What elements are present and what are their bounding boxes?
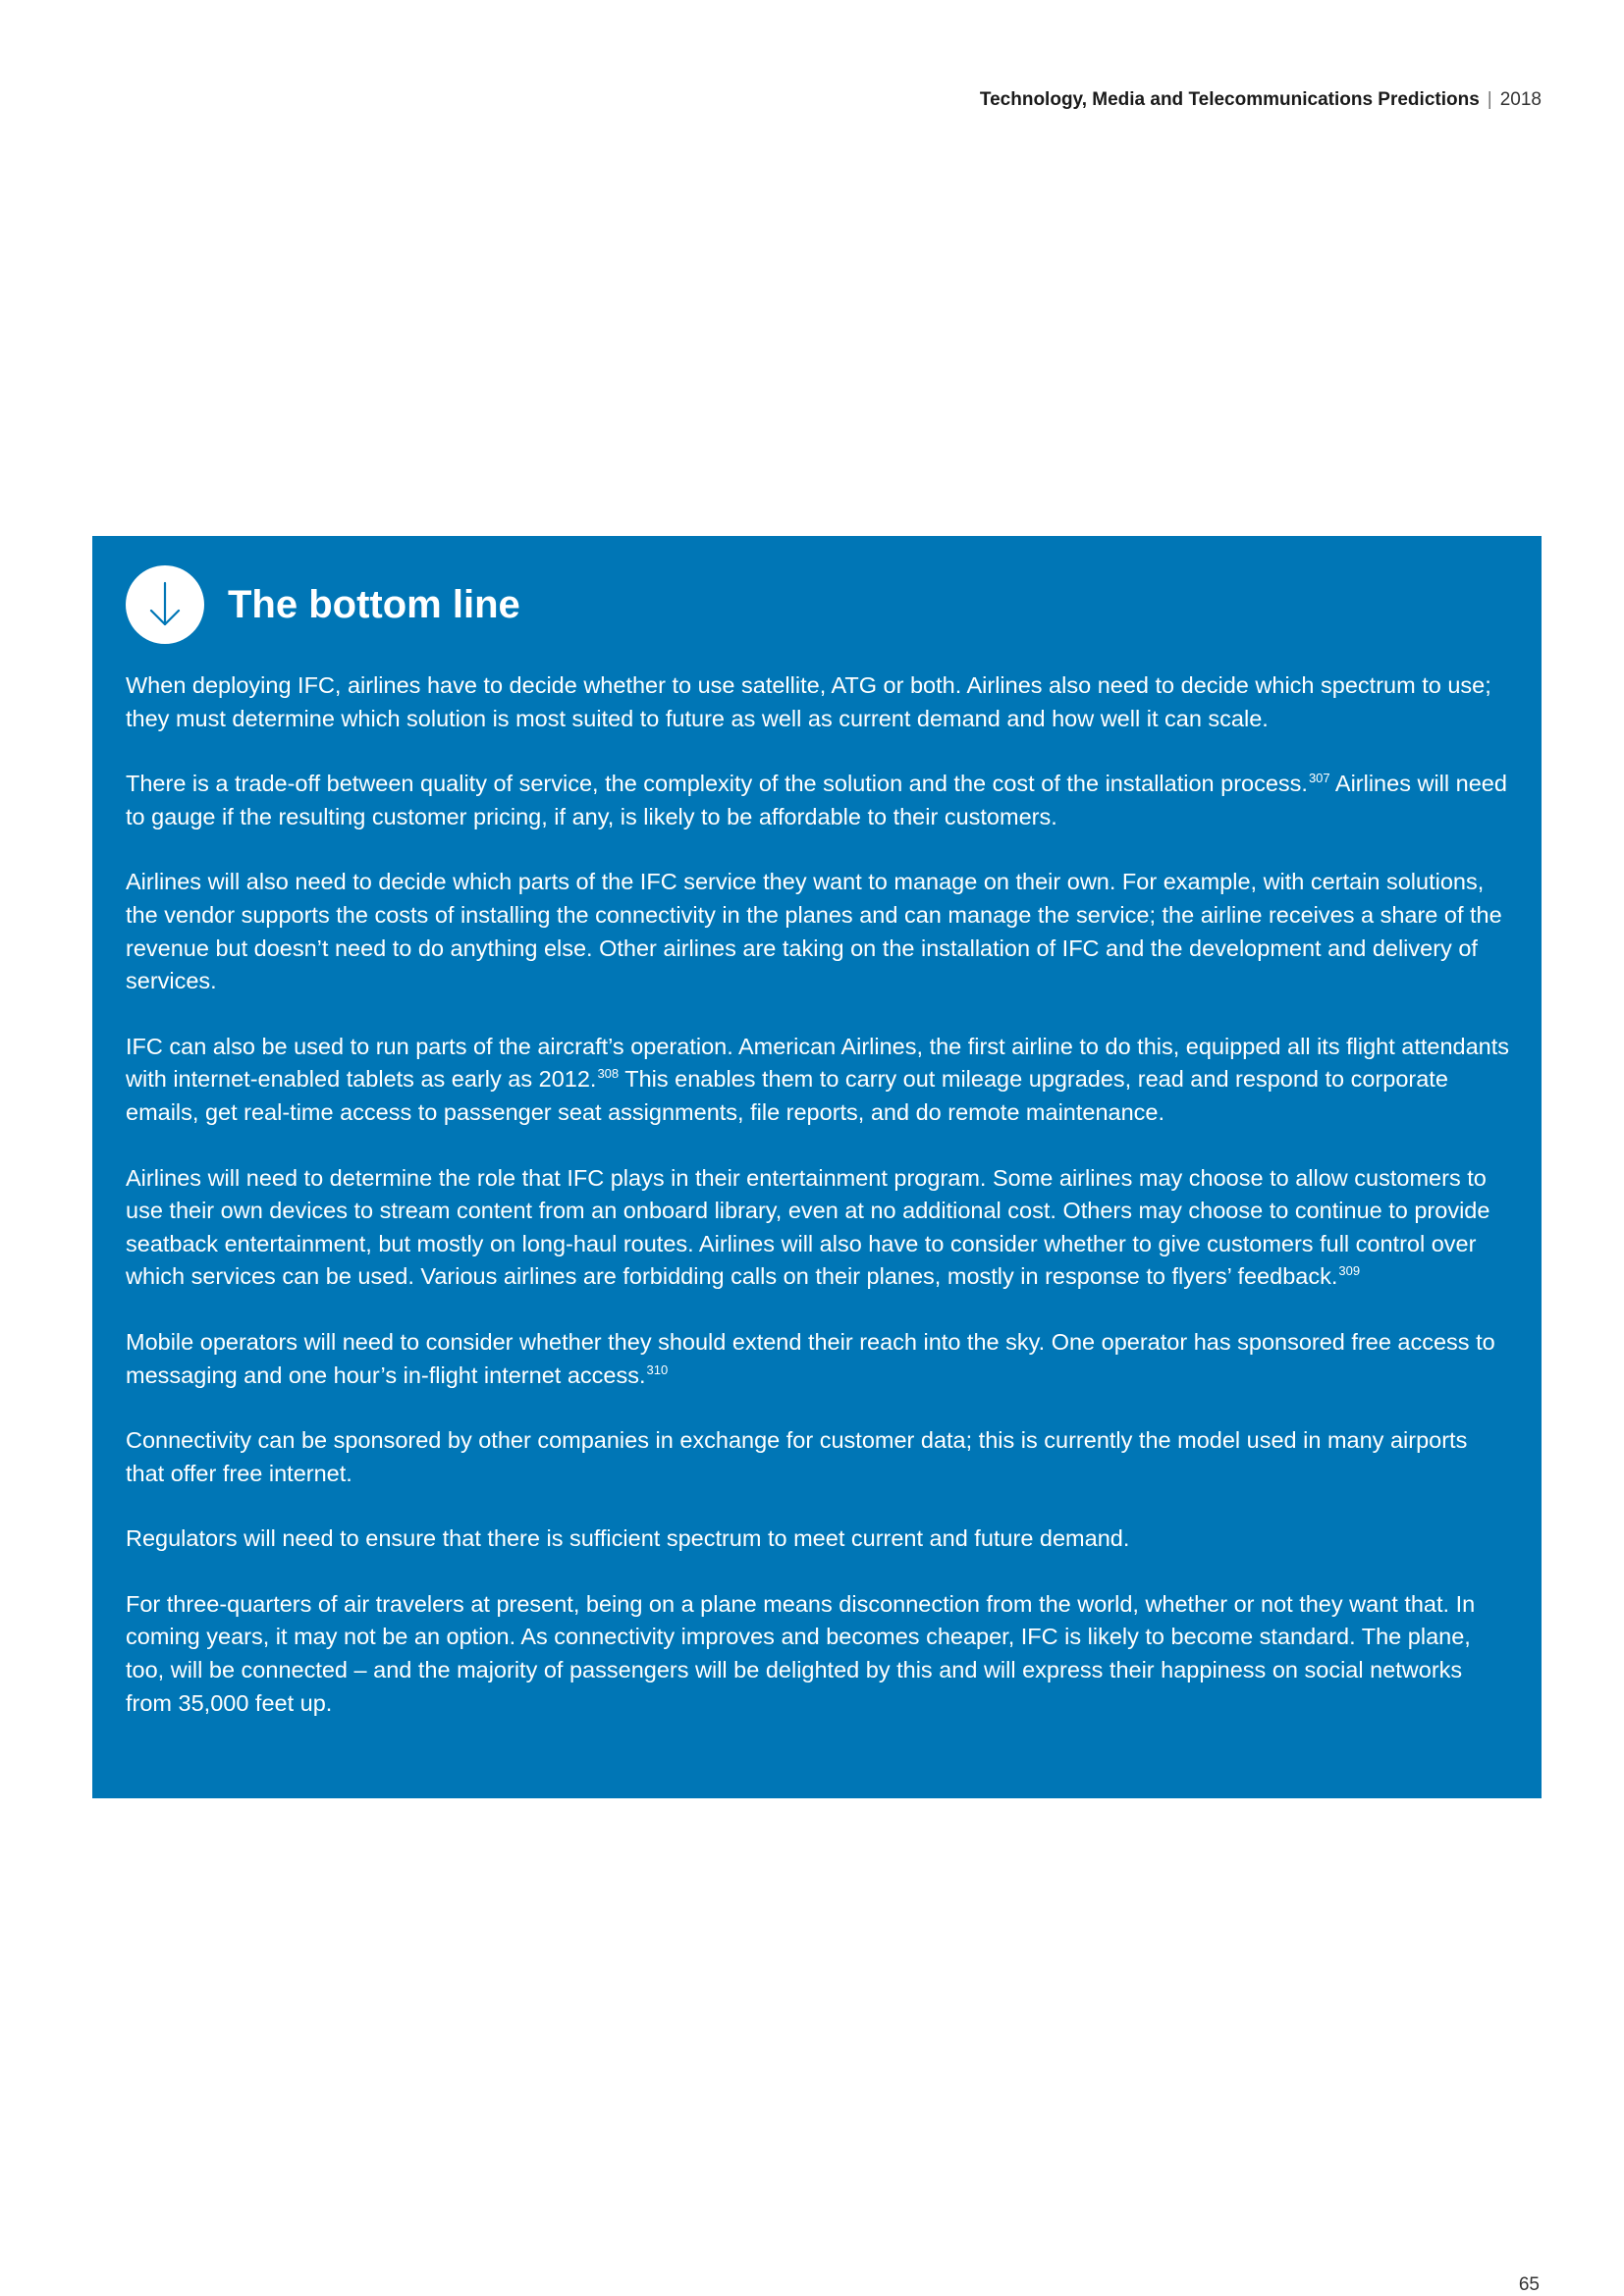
footnote-ref: 307 — [1308, 771, 1330, 786]
paragraph-9: For three-quarters of air travelers at present, being on a plane means disconnection from the world, whether or not they want that. In coming years, it may not be an option. As connectivity improves and becomes cheaper, IFC is likely to become standard. The plane, too, will be connected – and the majority of passengers will be delighted by this and will express their happiness on social networks from 35,000 feet up. — [126, 1590, 1476, 1716]
header-year: 2018 — [1499, 89, 1542, 110]
paragraph-4: IFC can also be used to run parts of the aircraft’s operation. American Airlines, the first airline to do this, equipped all its flight attendants with internet-enabled tablets as early as 2012.$^{308}$ This enables them to carry out mileage upgrades, read and respond to corporate emails, get real-time access to passenger seat assignments, file reports, and do remote maintenance. — [126, 1033, 1510, 1125]
header-title: Technology, Media and Telecommunications Predictions — [979, 89, 1480, 110]
paragraph-3: Airlines will also need to decide which parts of the IFC service they want to manage on their own. For example, with certain solutions, the vendor supports the costs of installing the connectivity in the planes and can manage the service; the airline receives a share of the revenue but doesn’t need to do anything else. Other airlines are taking on the installation of IFC and the development and delivery of services. — [126, 869, 1502, 994]
paragraph-1: When deploying IFC, airlines have to decide whether to use satellite, ATG or both. Airlines also need to decide which spectrum to use; they must determine which solution is most suited to future as well as current demand and how well it can scale. — [126, 672, 1491, 731]
footnote-ref: 308 — [597, 1066, 620, 1082]
paragraph-7: Connectivity can be sponsored by other companies in exchange for customer data; this is currently the model used in many airports that offer free internet. — [126, 1427, 1468, 1486]
arrow-down-icon — [126, 565, 204, 644]
page-number: 65 — [1518, 2274, 1540, 2295]
footnote-ref: 310 — [646, 1362, 669, 1377]
paragraph-6: Mobile operators will need to consider whether they should extend their reach into the sky. One operator has sponsored free access to messaging and one hour’s in-flight internet access.$^{310}$ — [126, 1328, 1495, 1388]
bottom-line-title: The bottom line — [228, 583, 520, 626]
bottom-line-header — [126, 565, 1510, 644]
paragraph-5: Airlines will need to determine the role that IFC plays in their entertainment program. Some airlines may choose to allow customers to use their own devices to stream content from an onboard library, even at no additional cost. Others may choose to continue to provide seatback entertainment, but mostly on long-haul routes. Airlines will also have to consider whether to give customers full control over which services can be used. Various airlines are forbidding calls on their planes, mostly in response to flyers’ feedback.$^{309}$ — [126, 1164, 1490, 1290]
header-separator: | — [1487, 89, 1492, 110]
paragraph-2: There is a trade-off between quality of service, the complexity of the solution and the cost of the installation process.$^{307}$ Airlines will need to gauge if the resulting customer pricing, if any, is likely to be affordable to their customers. — [126, 771, 1507, 829]
running-header — [980, 88, 1542, 112]
footnote-ref: 309 — [1338, 1263, 1361, 1279]
bottom-line-box — [92, 536, 1542, 1798]
paragraph-8: Regulators will need to ensure that there is sufficient spectrum to meet current and future demand. — [126, 1525, 1130, 1552]
